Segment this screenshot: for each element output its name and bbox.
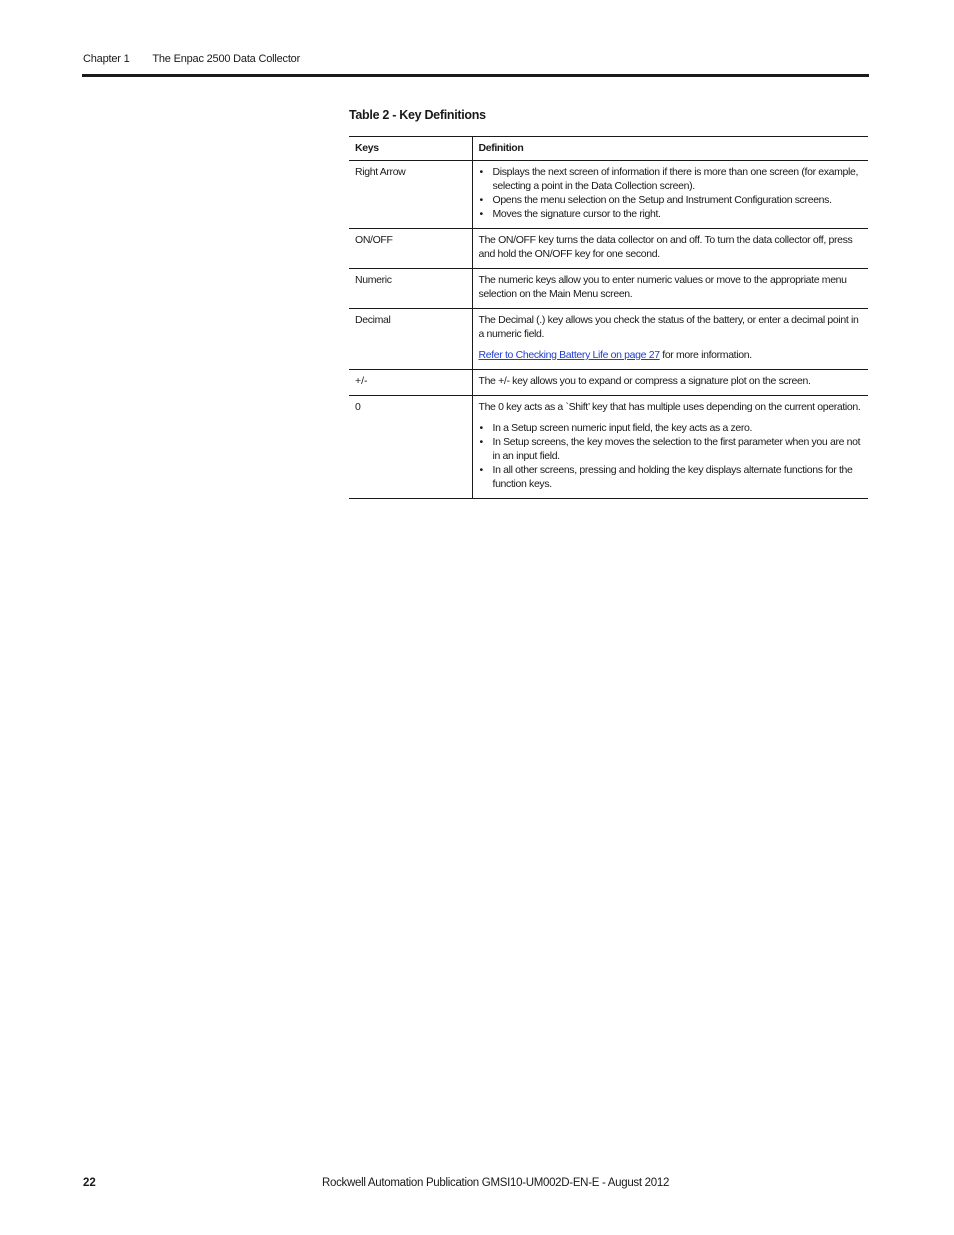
definition-text: The numeric keys allow you to enter numeric values or move to the appropriate menu selection on the Main Menu screen.: [478, 274, 847, 300]
definition-text: The 0 key acts as a `Shift’ key that has multiple uses depending on the current operation.: [478, 401, 861, 413]
definition-text: The Decimal (.) key allows you check the status of the battery, or enter a decimal point in a numeric field.: [478, 314, 859, 340]
key-definitions-table: [349, 136, 868, 499]
list-item: • In all other screens, pressing and holding the key displays alternate functions for the function keys.: [479, 463, 863, 491]
list-item: • In Setup screens, the key moves the selection to the first parameter when you are not in an input field.: [479, 435, 863, 463]
page-number: 22: [83, 1177, 96, 1189]
list-item: • Displays the next screen of information if there is more than one screen (for example, selecting a point in the Data Collection screen).: [479, 165, 863, 193]
definition-bullets: [479, 165, 863, 221]
definition-bullets: [479, 421, 863, 491]
running-header: [83, 53, 868, 65]
table-row: [349, 396, 868, 499]
chapter-title: The Enpac 2500 Data Collector: [152, 53, 301, 65]
table-caption: Table 2 - Key Definitions: [349, 108, 486, 122]
table-row: [349, 309, 868, 370]
key-cell: +/-: [349, 370, 472, 396]
cross-reference: [479, 348, 863, 362]
key-cell: Right Arrow: [349, 161, 472, 229]
list-item: • In a Setup screen numeric input field, the key acts as a zero.: [479, 421, 863, 435]
list-item: • Moves the signature cursor to the right.: [479, 207, 863, 221]
definition-cell: [472, 396, 868, 499]
table-row: [349, 229, 868, 269]
key-cell: Decimal: [349, 309, 472, 370]
definition-text: The ON/OFF key turns the data collector on and off. To turn the data collector off, press and hold the ON/OFF key for one second.: [478, 234, 853, 260]
definition-cell: [472, 309, 868, 370]
table-row: [349, 269, 868, 309]
key-cell: 0: [349, 396, 472, 499]
key-cell: Numeric: [349, 269, 472, 309]
list-item: • Opens the menu selection on the Setup and Instrument Configuration screens.: [479, 193, 863, 207]
definition-text: The +/- key allows you to expand or compress a signature plot on the screen.: [478, 375, 811, 387]
table-row: [349, 370, 868, 396]
column-header-definition: Definition: [472, 137, 868, 161]
definition-cell: [472, 269, 868, 309]
header-rule: [82, 74, 869, 77]
table-header-row: [349, 137, 868, 161]
definition-cell: [472, 161, 868, 229]
column-header-keys: Keys: [349, 137, 472, 161]
battery-life-link[interactable]: Refer to Checking Battery Life on page 27: [478, 349, 660, 361]
definition-cell: [472, 229, 868, 269]
key-cell: ON/OFF: [349, 229, 472, 269]
table-row: [349, 161, 868, 229]
definition-cell: [472, 370, 868, 396]
link-suffix: for more information.: [659, 349, 752, 361]
chapter-label: Chapter 1: [83, 53, 130, 65]
publication-footer: Rockwell Automation Publication GMSI10-UM002D-EN-E - August 2012: [322, 1177, 670, 1189]
